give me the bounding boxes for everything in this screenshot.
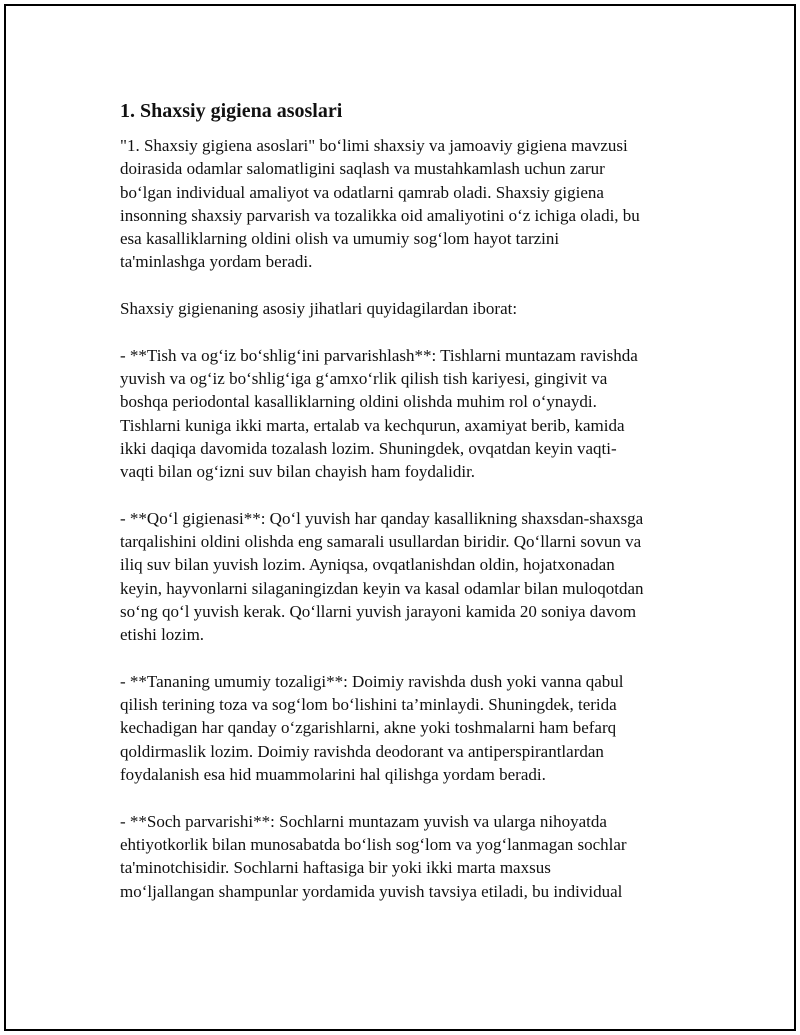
text-line: Shaxsiy gigienaning asosiy jihatlari quyidagilardan iborat:	[120, 299, 518, 319]
document-body	[120, 98, 700, 926]
paragraph-oral-care	[120, 344, 700, 484]
text-line: boshqa periodontal kasalliklarning oldini olishda muhim rol o‘ynaydi.	[120, 392, 597, 412]
paragraph-body-cleanliness	[120, 670, 700, 786]
text-line: ehtiyotkorlik bilan munosabatda bo‘lish sog‘lom va yog‘lanmagan sochlar	[120, 834, 627, 854]
text-line: so‘ng qo‘l yuvish kerak. Qo‘llarni yuvish jarayoni kamida 20 soniya davom	[120, 601, 637, 621]
text-line: - **Tananing umumiy tozaligi**: Doimiy ravishda dush yoki vanna qabul	[120, 671, 624, 691]
text-line: ikki daqiqa davomida tozalash lozim. Shuningdek, ovqatdan keyin vaqti-	[120, 438, 617, 458]
text-line: ta'minlashga yordam beradi.	[120, 252, 313, 272]
text-line: "1. Shaxsiy gigiena asoslari" bo‘limi shaxsiy va jamoaviy gigiena mavzusi	[120, 136, 628, 155]
text-line: Tishlarni kuniga ikki marta, ertalab va kechqurun, axamiyat berib, kamida	[120, 415, 625, 435]
text-line: keyin, hayvonlarni silaganingizdan keyin va kasal odamlar bilan muloqotdan	[120, 578, 644, 598]
text-line: ta'minotchisidir. Sochlarni haftasiga bir yoki ikki marta maxsus	[120, 858, 551, 878]
text-line: mo‘ljallangan shampunlar yordamida yuvish tavsiya etiladi, bu individual	[120, 881, 623, 901]
text-line: - **Soch parvarishi**: Sochlarni muntazam yuvish va ularga nihoyatda	[120, 811, 607, 831]
text-line: - **Qo‘l gigienasi**: Qo‘l yuvish har qanday kasallikning shaxsdan-shaxsga	[120, 508, 644, 528]
text-line: doirasida odamlar salomatligini saqlash va mustahkamlash uchun zarur	[120, 159, 605, 179]
text-line: qoldirmaslik lozim. Doimiy ravishda deodorant va antiperspirantlardan	[120, 741, 604, 761]
section-heading: 1. Shaxsiy gigiena asoslari	[120, 100, 343, 122]
paragraph-hand-hygiene	[120, 507, 700, 647]
text-line: - **Tish va og‘iz bo‘shlig‘ini parvarishlash**: Tishlarni muntazam ravishda	[120, 345, 638, 365]
text-line: insonning shaxsiy parvarish va tozalikka oid amaliyotini o‘z ichiga oladi, bu	[120, 205, 640, 225]
text-line: yuvish va og‘iz bo‘shlig‘iga g‘amxo‘rlik qilish tish kariyesi, gingivit va	[120, 368, 608, 388]
text-line: esa kasalliklarning oldini olish va umumiy sog‘lom hayot tarzini	[120, 229, 560, 249]
text-line: foydalanish esa hid muammolarini hal qilishga yordam beradi.	[120, 765, 546, 785]
text-line: iliq suv bilan yuvish lozim. Ayniqsa, ovqatlanishdan oldin, hojatxonadan	[120, 555, 615, 575]
text-line: qilish terining toza va sog‘lom bo‘lishini ta’minlaydi. Shuningdek, terida	[120, 695, 617, 715]
text-line: kechadigan har qanday o‘zgarishlarni, akne yoki toshmalarni ham befarq	[120, 718, 617, 738]
text-line: tarqalishini oldini olishda eng samarali usullardan biridir. Qo‘llarni sovun va	[120, 532, 642, 552]
text-line: bo‘lgan individual amaliyot va odatlarni qamrab oladi. Shaxsiy gigiena	[120, 182, 604, 202]
paragraph-intro	[120, 134, 700, 274]
text-line: vaqti bilan og‘izni suv bilan chayish ham foydalidir.	[120, 462, 476, 482]
text-line: etishi lozim.	[120, 625, 205, 645]
paragraph-hair-care	[120, 810, 700, 903]
paragraph-aspects-lead	[120, 297, 700, 320]
page-frame	[4, 4, 796, 1031]
